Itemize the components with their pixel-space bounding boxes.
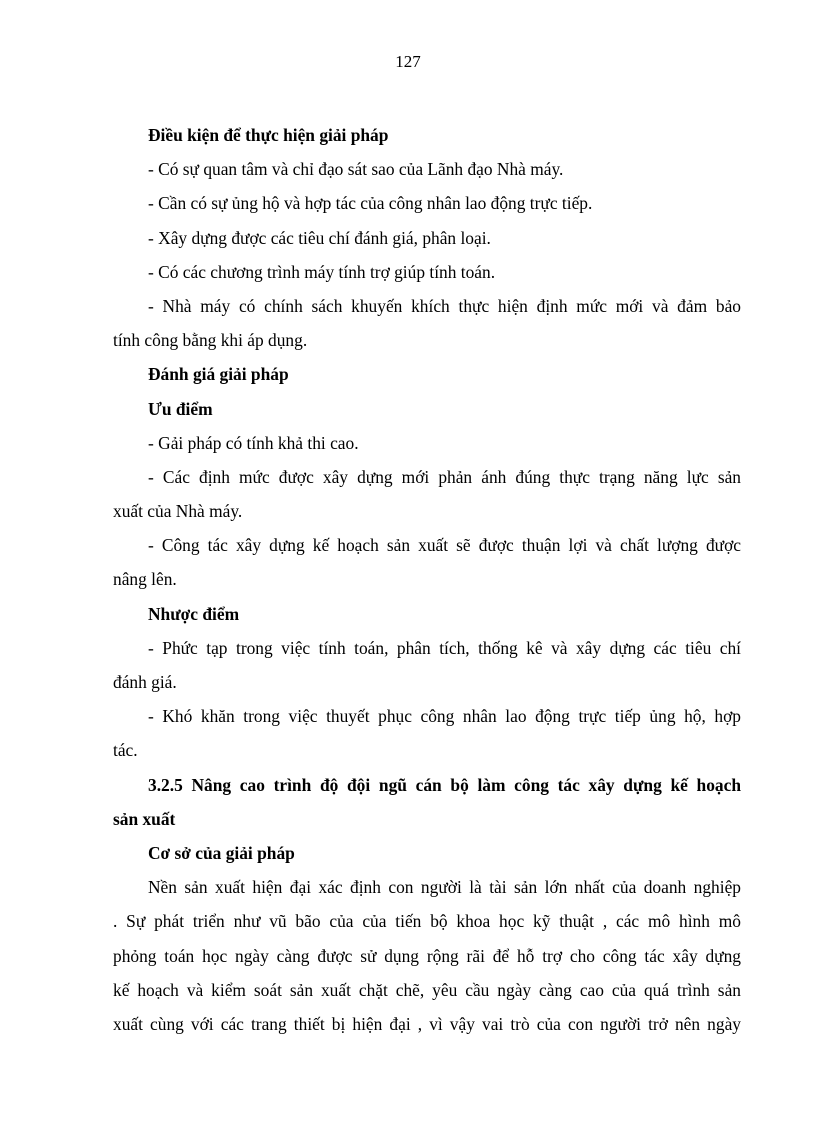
paragraph-line: Nền sản xuất hiện đại xác định con người là tài sản lớn nhất của doanh nghiệp [148,877,741,898]
disadvantages-item-line: - Phức tạp trong việc tính toán, phân tích, thống kê và xây dựng các tiêu chí [148,637,741,658]
paragraph-line: phỏng toán học ngày càng được sử dụng rộng rãi để hỗ trợ cho công tác xây dựng [113,945,741,966]
advantages-item-line: - Các định mức được xây dựng mới phản ánh đúng thực trạng năng lực sản [148,466,741,487]
advantages-item-line: - Công tác xây dựng kế hoạch sản xuất sẽ được thuận lợi và chất lượng được [148,535,741,556]
disadvantages-item-line: đánh giá. [113,672,177,692]
page-content [113,118,741,1041]
conditions-item: - Cần có sự ủng hộ và hợp tác của công nhân lao động trực tiếp. [148,193,593,214]
advantages-item: - Gải pháp có tính khả thi cao. [148,432,359,453]
disadvantages-item-line: tác. [113,740,138,761]
conditions-item: - Có sự quan tâm và chỉ đạo sát sao của Lãnh đạo Nhà máy. [148,159,564,180]
advantages-item-line: xuất của Nhà máy. [113,501,243,522]
conditions-item: - Xây dựng được các tiêu chí đánh giá, phân loại. [148,227,491,248]
conditions-item-line: tính công bằng khi áp dụng. [113,330,308,351]
basis-heading: Cơ sở của giải pháp [148,842,295,863]
section-title-line: sản xuất [113,808,176,829]
conditions-heading: Điều kiện để thực hiện giải pháp [148,125,389,145]
disadvantages-item-line: - Khó khăn trong việc thuyết phục công nhân lao động trực tiếp ủng hộ, hợp [148,706,741,727]
advantages-item-line: nâng lên. [113,569,177,590]
paragraph-line: xuất cùng với các trang thiết bị hiện đại , vì vậy vai trò của con người trở nên ngày [113,1013,741,1034]
section-title-line: 3.2.5 Nâng cao trình độ đội ngũ cán bộ làm công tác xây dựng kế hoạch [148,774,741,795]
advantages-heading: Ưu điểm [148,398,213,419]
conditions-item: - Có các chương trình máy tính trợ giúp tính toán. [148,261,496,282]
page-number: 127 [395,52,421,71]
paragraph-line: kế hoạch và kiểm soát sản xuất chặt chẽ, yêu cầu ngày càng cao của quá trình sản [113,979,741,1000]
conditions-item-line: - Nhà máy có chính sách khuyến khích thực hiện định mức mới và đảm bảo [148,295,741,316]
disadvantages-heading: Nhược điểm [148,603,240,624]
evaluation-heading: Đánh giá giải pháp [148,364,289,385]
paragraph-line: . Sự phát triển như vũ bão của của tiến bộ khoa học kỹ thuật , các mô hình mô [113,911,741,932]
